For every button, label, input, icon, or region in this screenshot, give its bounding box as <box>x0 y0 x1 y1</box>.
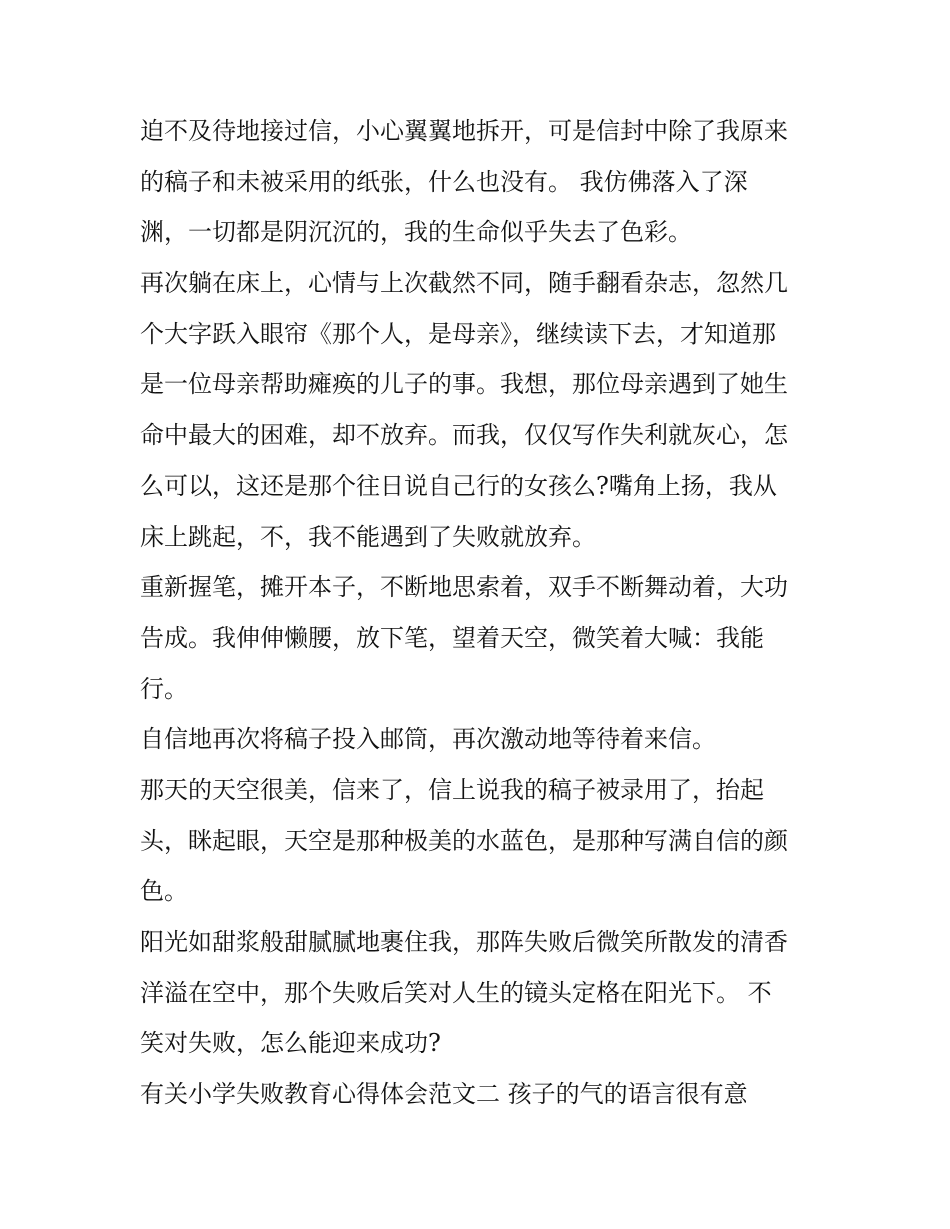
text-line: 个大字跃入眼帘《那个人，是母亲》，继续读下去，才知道那 <box>140 319 776 348</box>
text-line: 笑对失败，怎么能迎来成功? <box>140 1029 441 1058</box>
text-line: 迫不及待地接过信，小心翼翼地拆开，可是信封中除了我原来 <box>140 117 788 145</box>
text-line: 命中最大的困难，却不放弃。而我，仅仅写作失利就灰心，怎 <box>140 421 788 450</box>
text-line: 渊，一切都是阴沉沉的，我的生命似乎失去了色彩。 <box>140 218 692 247</box>
text-line: 么可以，这还是那个往日说自己行的女孩么?嘴角上扬，我从 <box>140 471 777 500</box>
text-line: 行。 <box>140 674 188 703</box>
body-text <box>140 106 820 1120</box>
text-line: 那天的天空很美，信来了，信上说我的稿子被录用了，抬起 <box>140 775 764 804</box>
text-line: 色。 <box>140 877 188 906</box>
text-line: 自信地再次将稿子投入邮筒，再次激动地等待着来信。 <box>140 725 716 754</box>
text-line: 阳光如甜浆般甜腻腻地裹住我，那阵失败后微笑所散发的清香 <box>140 928 788 956</box>
text-line: 是一位母亲帮助瘫痪的儿子的事。我想，那位母亲遇到了她生 <box>140 370 788 399</box>
text-line: 床上跳起，不，我不能遇到了失败就放弃。 <box>140 522 596 551</box>
text-line: 告成。我伸伸懒腰，放下笔，望着天空，微笑着大喊：我能 <box>140 623 764 652</box>
text-line: 的稿子和未被采用的纸张，什么也没有。 我仿佛落入了深 <box>140 167 748 196</box>
text-line: 洋溢在空中，那个失败后笑对人生的镜头定格在阳光下。 不 <box>140 978 772 1007</box>
text-line: 重新握笔，摊开本子，不断地思索着，双手不断舞动着，大功 <box>140 573 788 602</box>
text-line: 再次躺在床上，心情与上次截然不同，随手翻看杂志，忽然几 <box>140 269 788 298</box>
text-line: 头，眯起眼，天空是那种极美的水蓝色，是那种写满自信的颜 <box>140 826 788 855</box>
text-line: 有关小学失败教育心得体会范文二 孩子的气的语言很有意 <box>140 1080 748 1109</box>
